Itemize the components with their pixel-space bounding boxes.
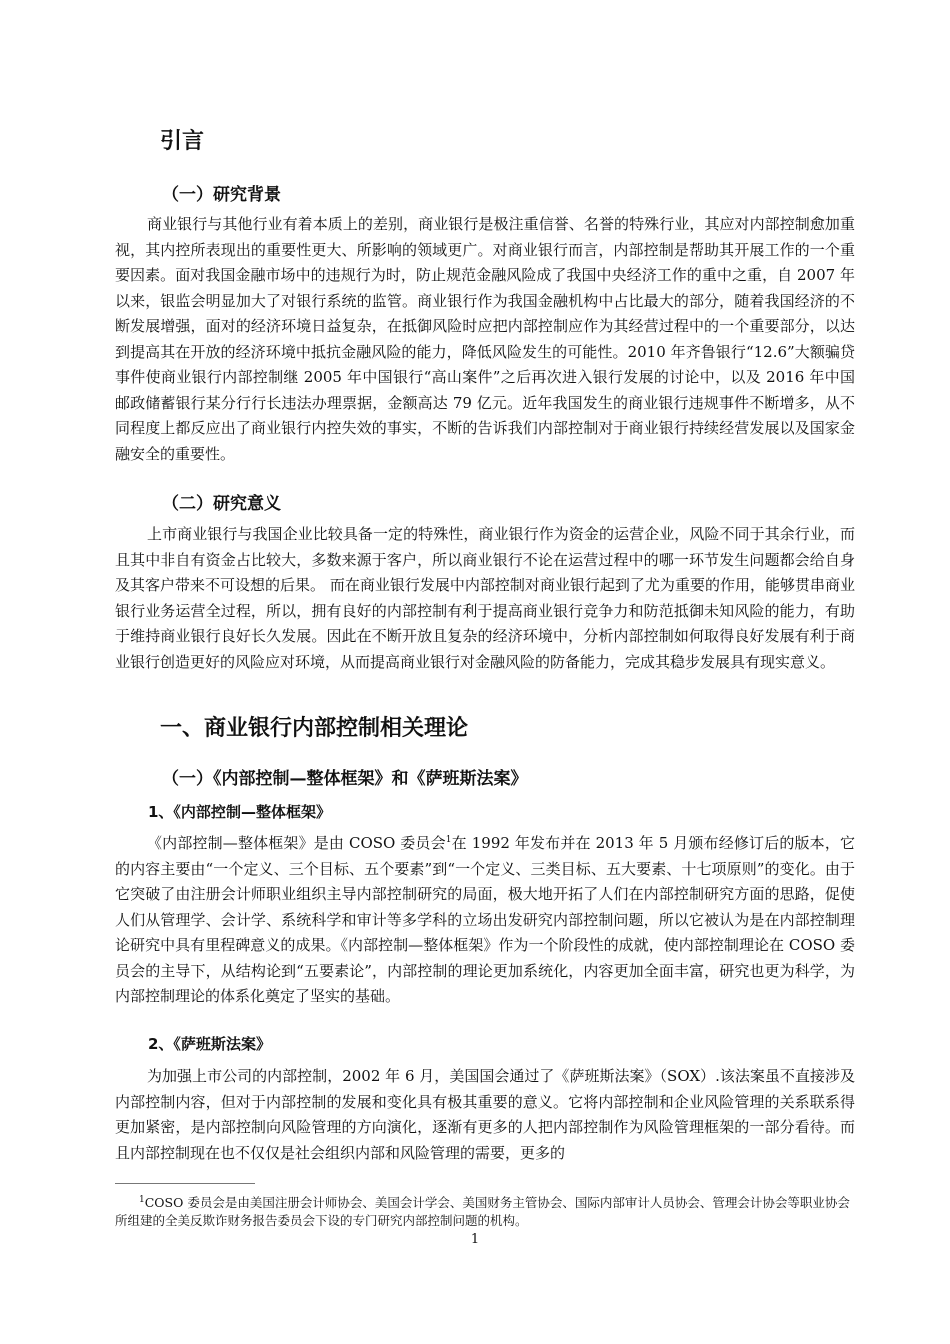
sox-paragraph: 为加强上市公司的内部控制，2002 年 6 月，美国国会通过了《萨班斯法案》（SOX）.该法案虽不直接涉及内部控制内容，但对于内部控制的发展和变化具有极其重要的意义。它将内部控制和企业风险管理的关系联系得更加紧密，是内部控制向风险管理的方向演化，逐渐有更多的人把内部控制作为风险管理框架的一部分看待。而且内部控制现在也不仅仅是社会组织内部和风险管理的需要，更多的 bbox=[115, 1067, 855, 1162]
subsection-heading-coso: 1、《内部控制—整体框架》 bbox=[148, 803, 331, 821]
footnote-text: COSO 委员会是由美国注册会计师协会、美国会计学会、美国财务主管协会、国际内部审计人员协会、管理会计协会等职业协会所组建的全美反欺诈财务报告委员会下设的专门研究内部控制问题的机构。 bbox=[115, 1195, 850, 1228]
footnote-marker: 1 bbox=[139, 1194, 145, 1205]
footnote-ref[interactable]: 1 bbox=[445, 835, 452, 845]
coso-paragraph bbox=[115, 831, 855, 1010]
coso-paragraph-start: 《内部控制—整体框架》是由 COSO 委员会 bbox=[147, 834, 446, 852]
coso-paragraph-rest: 在 1992 年发布并在 2013 年 5 月颁布经修订后的版本，它的内容主要由“一个定义、三个目标、五个要素”到“一个定义、三类目标、五大要素、十七项原则”的变化。由于它突破了由注册会计师职业组织主导内部控制研究的局面，极大地开拓了人们在内部控制研究方面的思路，促使人们从管理学、会计学、系统科学和审计等多学科的立场出发研究内部控制问题，所以它被认为是在内部控制理论研究中具有里程碑意义的成果。《内部控制—整体框架》作为一个阶段性的成就，使内部控制理论在 COSO 委员会的主导下，从结构论到“五要素论”，内部控制的理论更加系统化，内容更加全面丰富，研究也更为科学，为内部控制理论的体系化奠定了坚实的基础。 bbox=[115, 834, 855, 1005]
chapter1-title: 一、商业银行内部控制相关理论 bbox=[160, 716, 469, 741]
intro-title: 引言 bbox=[160, 129, 205, 154]
background-paragraph: 商业银行与其他行业有着本质上的差别，商业银行是极注重信誉、名誉的特殊行业，其应对内部控制愈加重视，其内控所表现出的重要性更大、所影响的领域更广。对商业银行而言，内部控制是帮助其开展工作的一个重要因素。面对我国金融市场中的违规行为时，防止规范金融风险成了我国中央经济工作的重中之重，自 2007 年以来，银监会明显加大了对银行系统的监管。商业银行作为我国金融机构中占比最大的部分，随着我国经济的不断发展增强，面对的经济环境日益复杂，在抵御风险时应把内部控制应作为其经营过程中的一个重要部分，以达到提高其在开放的经济环境中抵抗金融风险的能力，降低风险发生的可能性。2010 年齐鲁银行“12.6”大额骗贷事件使商业银行内部控制继 2005 年中国银行“高山案件”之后再次进入银行发展的讨论中，以及 2016 年中国邮政储蓄银行某分行行长违法办理票据，金额高达 79 亿元。近年我国发生的商业银行违规事件不断增多，从不同程度上都反应出了商业银行内控失效的事实，不断的告诉我们内部控制对于商业银行持续经营发展以及国家金融安全的重要性。 bbox=[115, 215, 855, 463]
section-heading-significance: （二）研究意义 bbox=[162, 494, 281, 514]
section-heading-background: （一）研究背景 bbox=[162, 185, 281, 205]
chapter1-section-heading: （一）《内部控制—整体框架》和《萨班斯法案》 bbox=[162, 769, 528, 789]
significance-paragraph: 上市商业银行与我国企业比较具备一定的特殊性，商业银行作为资金的运营企业，风险不同于其余行业，而且其中非自有资金占比较大，多数来源于客户，所以商业银行不论在运营过程中的哪一环节发生问题都会给自身及其客户带来不可设想的后果。 而在商业银行发展中内部控制对商业银行起到了尤为重要的作用，能够贯串商业银行业务运营全过程，所以，拥有良好的内部控制有利于提高商业银行竞争力和防范抵御未知风险的能力，有助于维持商业银行良好长久发展。因此在不断开放且复杂的经济环境中，分析内部控制如何取得良好发展有利于商业银行创造更好的风险应对环境，从而提高商业银行对金融风险的防备能力，完成其稳步发展具有现实意义。 bbox=[115, 525, 855, 671]
footnote-separator bbox=[115, 1183, 255, 1184]
page-number: 1 bbox=[470, 1232, 480, 1247]
footnote bbox=[115, 1194, 855, 1230]
subsection-heading-sox: 2、《萨班斯法案》 bbox=[148, 1035, 271, 1053]
